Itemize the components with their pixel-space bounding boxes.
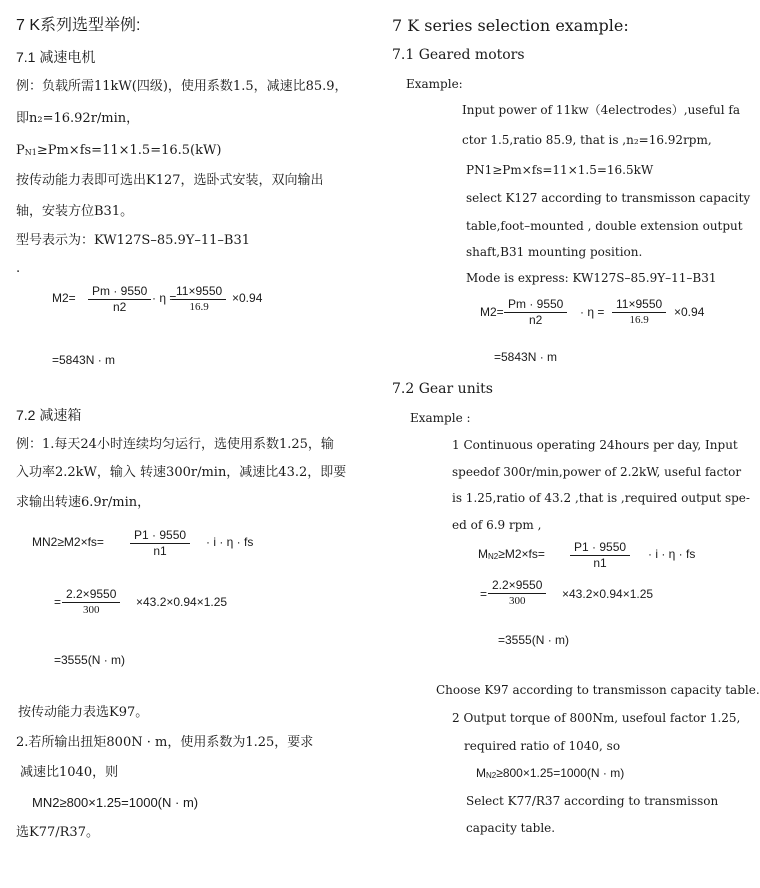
left-mn2-value: MN2≥800×1.25=1000(N · m) (32, 795, 199, 810)
left-m2-denominator-1: n2 (113, 300, 127, 314)
right-m2-denominator-2: 16.9 (629, 314, 649, 326)
right-m2-denominator-1: n2 (529, 313, 543, 327)
right-m2-fraction-2 (612, 297, 666, 327)
left-m2-result: =5843N · m (52, 353, 116, 367)
right-text-line: table,foot–mounted , double extension output (466, 219, 743, 233)
left-text-line: 即n₂=16.92r/min， (16, 111, 140, 126)
right-mn2-value (476, 767, 624, 780)
right-text-line: speedof 300r/min,power of 2.2kW, useful factor (452, 465, 742, 479)
right-eq2-fraction (488, 578, 546, 608)
left-mn2-numerator: P1 · 9550 (130, 528, 190, 544)
right-text-line: Mode is express: KW127S–85.9Y–11–B31 (466, 271, 717, 285)
right-heading-geared-motors: 7.1 Geared motors (392, 47, 525, 63)
right-eq2-tail: ×43.2×0.94×1.25 (562, 587, 654, 601)
right-example-label: Example: (406, 77, 463, 91)
left-text-line: 型号表示为：KW127S–85.9Y–11–B31 (16, 233, 250, 248)
left-text-line: 求输出转速6.9r/min， (16, 495, 151, 510)
right-mn2-denominator: n1 (593, 556, 607, 570)
left-pn1-subscript: N1 (24, 148, 37, 157)
right-mn2-value-subscript: N2 (486, 771, 497, 780)
left-eq2-tail: ×43.2×0.94×1.25 (136, 595, 228, 609)
left-text-line: 例：负载所需11kW(四级)，使用系数1.5，减速比85.9， (16, 79, 348, 94)
right-text-line: Input power of 11kw（4electrodes）,useful fa (462, 103, 740, 117)
left-m2-fraction-1 (88, 284, 151, 314)
left-mn2-lhs: MN2≥M2×fs= (32, 535, 104, 549)
left-section-title: 7 K系列选型举例: (16, 17, 141, 34)
right-eq2-lhs: = (480, 587, 488, 601)
right-eq2-numerator: 2.2×9550 (488, 578, 546, 594)
left-heading-geared-motors: 7.1 减速电机 (16, 49, 96, 65)
right-mn2-expression: ≥M2×fs= (498, 547, 545, 561)
right-mn2-tail: · i · η · fs (648, 547, 696, 561)
right-m2-tail: ×0.94 (674, 305, 705, 319)
left-heading-gear-units: 7.2 减速箱 (16, 407, 82, 423)
left-m2-numerator-1: Pm · 9550 (88, 284, 151, 300)
right-text-line: shaft,B31 mounting position. (466, 245, 643, 259)
right-example-label: Example : (410, 411, 471, 425)
left-mn2-fraction (130, 528, 190, 558)
left-text-line: 按传动能力表选K97。 (18, 705, 149, 720)
right-text-line: select K127 according to transmisson capacity (466, 191, 751, 205)
right-m2-mid: · η = (580, 305, 605, 319)
right-text-line: capacity table. (466, 821, 556, 835)
left-m2-lhs: M2= (52, 291, 76, 305)
right-eq2-result: =3555(N · m) (498, 633, 570, 647)
left-eq2-numerator: 2.2×9550 (62, 587, 120, 603)
left-text-line: 例：1.每天24小时连续均匀运行，选使用系数1.25，输 (16, 437, 334, 452)
right-text-line: ed of 6.9 rpm , (452, 518, 542, 532)
right-section-title: 7 K series selection example: (392, 16, 629, 35)
right-mn2-fraction (570, 540, 630, 570)
left-text-line (16, 144, 221, 157)
left-pn1-expression: ≥Pm×fs=11×1.5=16.5(kW) (36, 143, 222, 158)
right-mn2-lhs (478, 548, 545, 561)
left-pn1-symbol: P (16, 143, 25, 158)
left-mn2-tail: · i · η · fs (206, 535, 254, 549)
left-text-line: 减速比1040，则 (20, 765, 119, 780)
right-m2-numerator-1: Pm · 9550 (504, 297, 567, 313)
right-text-line: 2 Output torque of 800Nm, usefoul factor 1.25, (452, 711, 741, 725)
left-dot: . (16, 261, 21, 276)
right-text-line: Choose K97 according to transmisson capacity table. (436, 683, 760, 697)
right-text-line: is 1.25,ratio of 43.2 ,that is ,required output spe- (452, 491, 750, 505)
left-m2-denominator-2: 16.9 (189, 301, 209, 313)
right-mn2-value-symbol: M (476, 766, 486, 780)
right-mn2-subscript: N2 (488, 552, 499, 561)
left-m2-numerator-2: 11×9550 (172, 284, 226, 300)
left-mn2-denominator: n1 (153, 544, 167, 558)
left-text-line: 按传动能力表即可选出K127，选卧式安装，双向输出 (16, 173, 324, 188)
right-m2-lhs: M2= (480, 305, 504, 319)
left-eq2-fraction (62, 587, 120, 617)
right-text-line: required ratio of 1040, so (464, 739, 621, 753)
left-m2-tail: ×0.94 (232, 291, 263, 305)
right-text-line: Select K77/R37 according to transmisson (466, 794, 719, 808)
left-eq2-lhs: = (54, 595, 62, 609)
left-text-line: 轴，安装方位B31。 (16, 204, 134, 219)
left-m2-fraction-2 (172, 284, 226, 314)
right-eq2-denominator: 300 (508, 595, 526, 607)
right-m2-result: =5843N · m (494, 350, 558, 364)
right-mn2-numerator: P1 · 9550 (570, 540, 630, 556)
right-mn2-value-expression: ≥800×1.25=1000(N · m) (496, 766, 625, 780)
left-m2-mid: · η = (152, 291, 177, 305)
right-text-line: 1 Continuous operating 24hours per day, Input (452, 438, 738, 452)
right-heading-gear-units: 7.2 Gear units (392, 381, 493, 397)
left-text-line: 2.若所输出扭矩800N · m，使用系数为1.25，要求 (16, 735, 314, 750)
right-m2-fraction-1 (504, 297, 567, 327)
left-eq2-denominator: 300 (82, 604, 100, 616)
left-eq2-result: =3555(N · m) (54, 653, 126, 667)
right-text-line: PN1≥Pm×fs=11×1.5=16.5kW (466, 163, 654, 177)
right-m2-numerator-2: 11×9550 (612, 297, 666, 313)
left-text-line: 入功率2.2kW，输入 转速300r/min，减速比43.2，即要 (16, 465, 347, 480)
left-text-line: 选K77/R37。 (16, 825, 99, 840)
right-mn2-symbol: M (478, 547, 488, 561)
right-text-line: ctor 1.5,ratio 85.9, that is ,n₂=16.92rpm, (462, 133, 712, 147)
